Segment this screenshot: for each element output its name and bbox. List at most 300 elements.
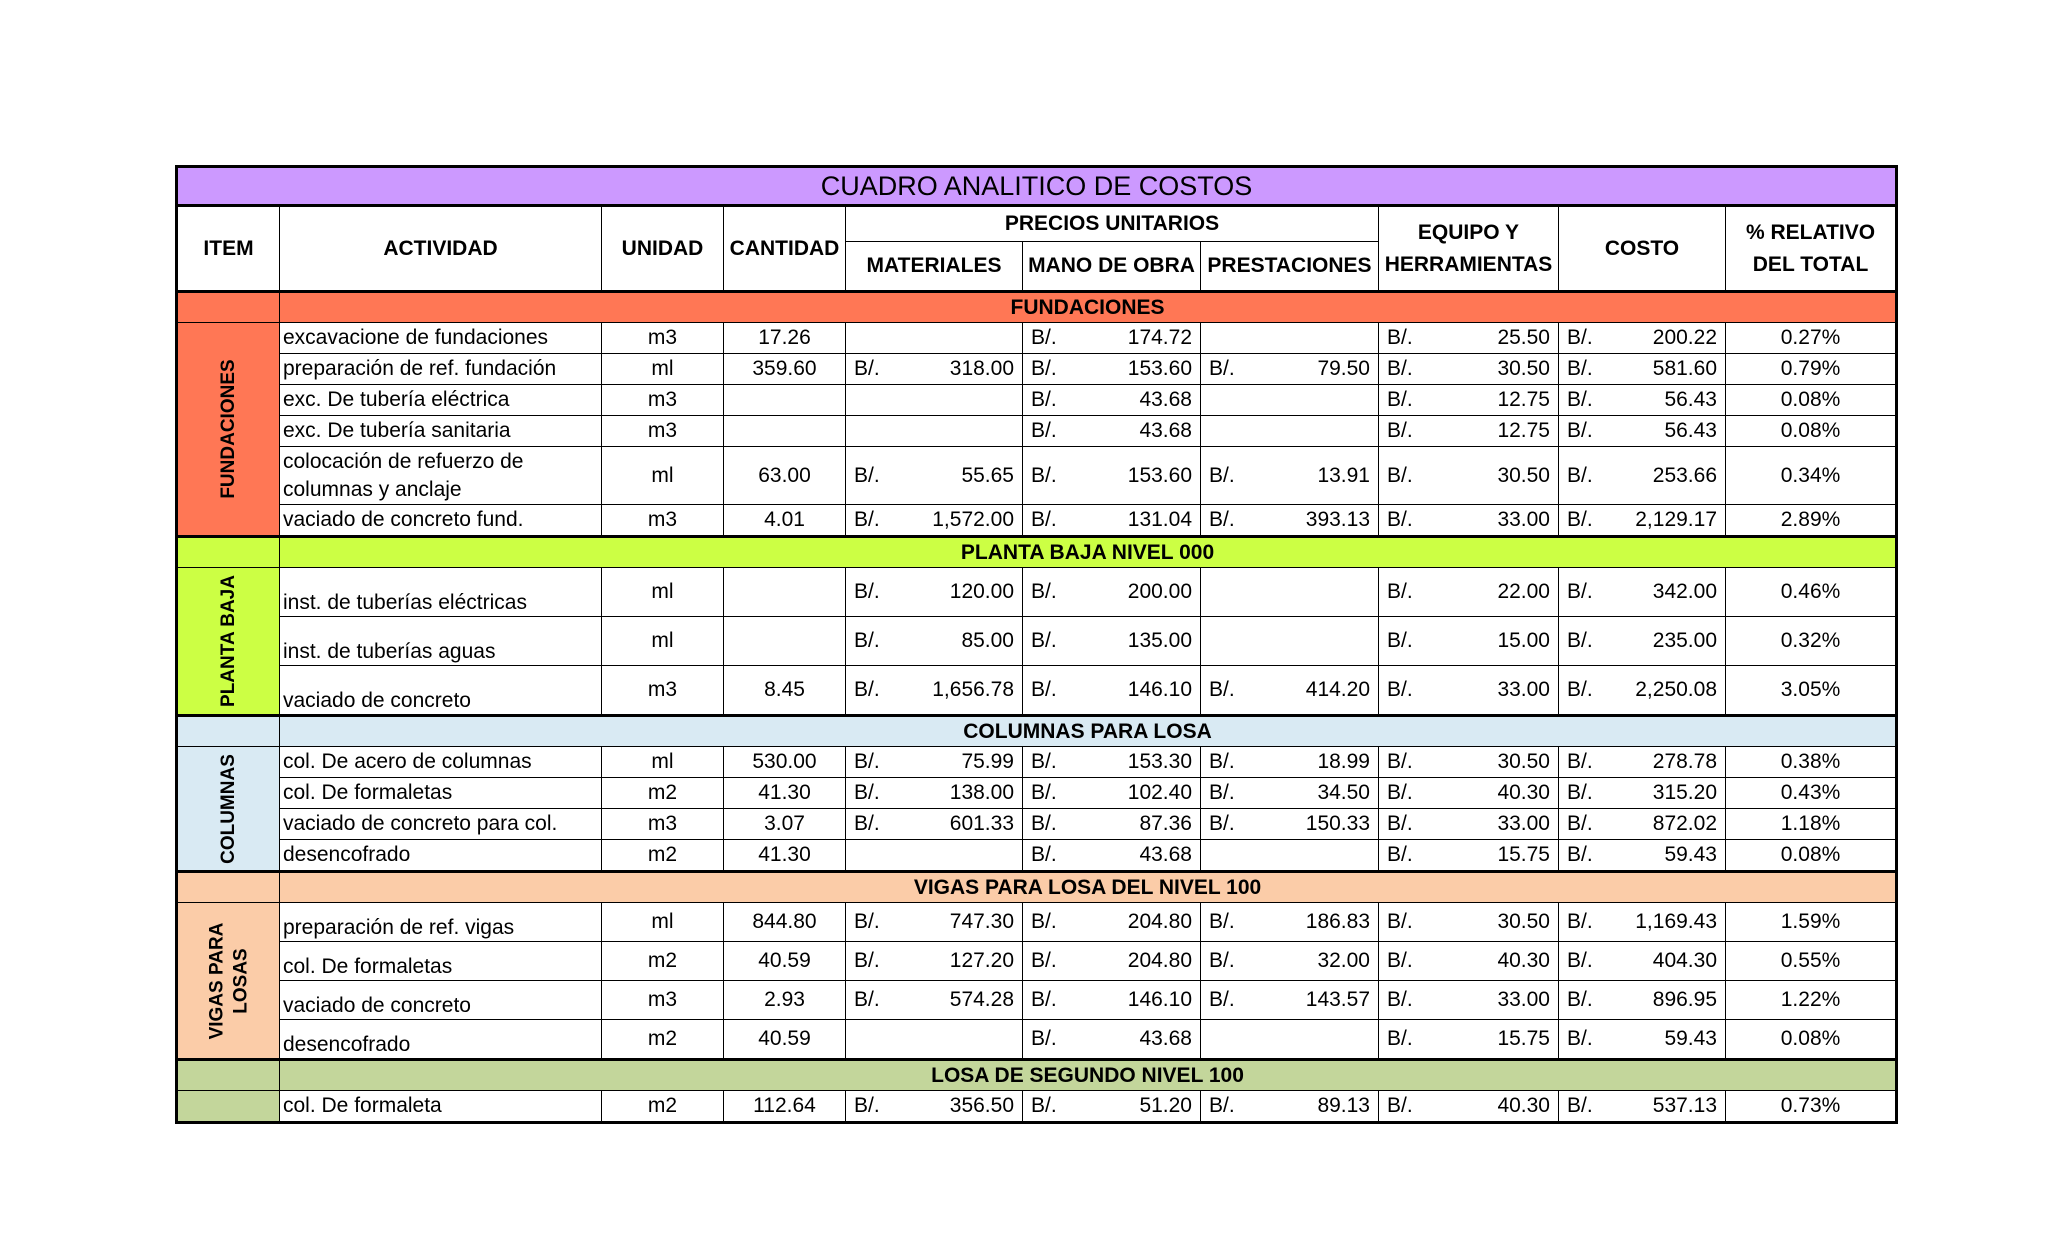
amount-value: 59.43 <box>1664 843 1717 866</box>
currency-symbol: B/. <box>1031 1027 1057 1050</box>
cell-actividad: col. De acero de columnas <box>280 747 602 778</box>
cell-cantidad <box>724 617 846 666</box>
amount-value: 30.50 <box>1497 463 1550 487</box>
table-body <box>177 292 1897 1123</box>
cell-actividad: vaciado de concreto <box>280 981 602 1020</box>
amount-value: 51.20 <box>1139 1094 1192 1117</box>
cell-actividad: desencofrado <box>280 1020 602 1060</box>
table-row <box>177 840 1897 872</box>
table-row <box>177 385 1897 416</box>
currency-symbol: B/. <box>1209 508 1235 531</box>
table-row <box>177 416 1897 447</box>
amount-value: 1,169.43 <box>1635 910 1717 933</box>
currency-symbol: B/. <box>1387 1027 1413 1050</box>
currency-symbol: B/. <box>1387 508 1413 531</box>
cell-unidad: ml <box>602 747 724 778</box>
cell-costo <box>1559 354 1726 385</box>
cell-actividad: excavacione de fundaciones <box>280 323 602 354</box>
cell-materiales <box>846 840 1023 872</box>
currency-symbol: B/. <box>1387 629 1413 652</box>
section-header-row <box>177 1060 1897 1091</box>
side-label-losa <box>177 1091 280 1123</box>
cell-actividad: col. De formaletas <box>280 942 602 981</box>
cell-costo <box>1559 747 1726 778</box>
cell-mano-obra <box>1023 385 1201 416</box>
amount-value: 1,572.00 <box>932 508 1014 531</box>
cell-actividad: inst. de tuberías eléctricas <box>280 568 602 617</box>
amount-value: 30.50 <box>1497 750 1550 773</box>
side-label-vigas <box>177 903 280 1060</box>
currency-symbol: B/. <box>1209 910 1235 933</box>
currency-symbol: B/. <box>1209 1094 1235 1117</box>
cell-mano-obra <box>1023 666 1201 716</box>
currency-symbol: B/. <box>854 678 880 701</box>
cell-unidad: m2 <box>602 1091 724 1123</box>
amount-value: 138.00 <box>949 781 1014 804</box>
table-row <box>177 354 1897 385</box>
header-equipo <box>1379 206 1559 292</box>
currency-symbol: B/. <box>1567 678 1593 701</box>
cell-equipo <box>1379 617 1559 666</box>
side-label-columnas <box>177 747 280 872</box>
cell-equipo <box>1379 447 1559 505</box>
cell-materiales <box>846 809 1023 840</box>
amount-value: 204.80 <box>1127 949 1192 972</box>
currency-symbol: B/. <box>1209 812 1235 835</box>
cell-mano-obra <box>1023 323 1201 354</box>
amount-value: 12.75 <box>1497 388 1550 411</box>
currency-symbol: B/. <box>854 812 880 835</box>
table-row <box>177 942 1897 981</box>
amount-value: 120.00 <box>949 580 1014 603</box>
cell-mano-obra <box>1023 416 1201 447</box>
amount-value: 143.57 <box>1305 988 1370 1011</box>
cell-prestaciones <box>1201 809 1379 840</box>
cell-unidad: ml <box>602 617 724 666</box>
amount-value: 2,250.08 <box>1635 678 1717 701</box>
amount-value: 414.20 <box>1305 678 1370 701</box>
header-precios-unitarios: PRECIOS UNITARIOS <box>846 206 1379 242</box>
cell-cantidad <box>724 385 846 416</box>
cell-mano-obra <box>1023 840 1201 872</box>
cell-costo <box>1559 323 1726 354</box>
cell-actividad: vaciado de concreto para col. <box>280 809 602 840</box>
currency-symbol: B/. <box>1387 910 1413 933</box>
table-title: CUADRO ANALITICO DE COSTOS <box>177 167 1897 206</box>
cell-materiales <box>846 505 1023 537</box>
cell-materiales <box>846 1020 1023 1060</box>
currency-symbol: B/. <box>854 508 880 531</box>
cell-costo <box>1559 778 1726 809</box>
cell-cantidad: 112.64 <box>724 1091 846 1123</box>
currency-symbol: B/. <box>854 949 880 972</box>
side-label-text: FUNDACIONES <box>217 359 239 499</box>
amount-value: 393.13 <box>1305 508 1370 531</box>
amount-value: 135.00 <box>1127 629 1192 652</box>
cell-actividad: preparación de ref. fundación <box>280 354 602 385</box>
amount-value: 153.30 <box>1127 750 1192 773</box>
side-label-fundaciones <box>177 323 280 537</box>
cell-relativo: 0.08% <box>1726 385 1897 416</box>
amount-value: 40.30 <box>1497 1094 1550 1117</box>
amount-value: 12.75 <box>1497 419 1550 442</box>
cell-unidad: m3 <box>602 385 724 416</box>
cell-mano-obra <box>1023 354 1201 385</box>
section-item-cell <box>177 716 280 747</box>
currency-symbol: B/. <box>1567 781 1593 804</box>
amount-value: 342.00 <box>1652 580 1717 603</box>
currency-symbol: B/. <box>1387 1094 1413 1117</box>
cell-cantidad <box>724 568 846 617</box>
cell-costo <box>1559 568 1726 617</box>
cell-prestaciones <box>1201 323 1379 354</box>
cell-equipo <box>1379 1020 1559 1060</box>
section-title: LOSA DE SEGUNDO NIVEL 100 <box>280 1060 1897 1091</box>
cell-mano-obra <box>1023 568 1201 617</box>
cell-cantidad: 41.30 <box>724 840 846 872</box>
cell-materiales <box>846 568 1023 617</box>
cell-equipo <box>1379 568 1559 617</box>
section-header-row <box>177 872 1897 903</box>
currency-symbol: B/. <box>1567 580 1593 603</box>
cell-materiales <box>846 747 1023 778</box>
currency-symbol: B/. <box>1567 1094 1593 1117</box>
cell-costo <box>1559 666 1726 716</box>
cell-prestaciones <box>1201 505 1379 537</box>
amount-value: 34.50 <box>1317 781 1370 804</box>
section-item-cell <box>177 292 280 323</box>
table-row <box>177 505 1897 537</box>
cell-materiales <box>846 981 1023 1020</box>
cell-mano-obra <box>1023 747 1201 778</box>
currency-symbol: B/. <box>1209 357 1235 380</box>
cell-prestaciones <box>1201 617 1379 666</box>
cell-materiales <box>846 903 1023 942</box>
cell-costo <box>1559 809 1726 840</box>
currency-symbol: B/. <box>854 781 880 804</box>
section-title: VIGAS PARA LOSA DEL NIVEL 100 <box>280 872 1897 903</box>
currency-symbol: B/. <box>1031 388 1057 411</box>
amount-value: 174.72 <box>1127 326 1192 349</box>
cell-mano-obra <box>1023 447 1201 505</box>
cell-prestaciones <box>1201 416 1379 447</box>
amount-value: 356.50 <box>949 1094 1014 1117</box>
cell-equipo <box>1379 981 1559 1020</box>
currency-symbol: B/. <box>1031 508 1057 531</box>
amount-value: 131.04 <box>1127 508 1192 531</box>
cell-prestaciones <box>1201 981 1379 1020</box>
cell-mano-obra <box>1023 981 1201 1020</box>
cell-costo <box>1559 447 1726 505</box>
currency-symbol: B/. <box>1031 1094 1057 1117</box>
cell-cantidad: 40.59 <box>724 1020 846 1060</box>
amount-value: 79.50 <box>1317 357 1370 380</box>
header-item: ITEM <box>177 206 280 292</box>
amount-value: 43.68 <box>1139 1027 1192 1050</box>
currency-symbol: B/. <box>854 1094 880 1117</box>
cell-cantidad: 17.26 <box>724 323 846 354</box>
cell-relativo: 3.05% <box>1726 666 1897 716</box>
cell-prestaciones <box>1201 666 1379 716</box>
currency-symbol: B/. <box>854 988 880 1011</box>
cell-materiales <box>846 354 1023 385</box>
currency-symbol: B/. <box>1209 949 1235 972</box>
cell-costo <box>1559 385 1726 416</box>
amount-value: 896.95 <box>1652 988 1717 1011</box>
cell-relativo: 0.43% <box>1726 778 1897 809</box>
cell-relativo: 0.46% <box>1726 568 1897 617</box>
cell-relativo: 1.18% <box>1726 809 1897 840</box>
cell-prestaciones <box>1201 747 1379 778</box>
currency-symbol: B/. <box>1567 357 1593 380</box>
cell-materiales <box>846 385 1023 416</box>
cell-unidad: m3 <box>602 505 724 537</box>
currency-symbol: B/. <box>1031 843 1057 866</box>
cell-actividad: preparación de ref. vigas <box>280 903 602 942</box>
currency-symbol: B/. <box>1209 463 1235 487</box>
cell-cantidad: 3.07 <box>724 809 846 840</box>
currency-symbol: B/. <box>1567 910 1593 933</box>
amount-value: 22.00 <box>1497 580 1550 603</box>
amount-value: 404.30 <box>1652 949 1717 972</box>
cell-cantidad: 8.45 <box>724 666 846 716</box>
table-row <box>177 903 1897 942</box>
cell-prestaciones <box>1201 1020 1379 1060</box>
currency-symbol: B/. <box>1031 678 1057 701</box>
cell-actividad: col. De formaletas <box>280 778 602 809</box>
header-mano-de-obra: MANO DE OBRA <box>1023 242 1201 292</box>
section-header-row <box>177 537 1897 568</box>
table-row <box>177 568 1897 617</box>
currency-symbol: B/. <box>854 580 880 603</box>
amount-value: 601.33 <box>949 812 1014 835</box>
amount-value: 25.50 <box>1497 326 1550 349</box>
currency-symbol: B/. <box>1387 388 1413 411</box>
amount-value: 153.60 <box>1127 463 1192 487</box>
amount-value: 85.00 <box>961 629 1014 652</box>
currency-symbol: B/. <box>1209 750 1235 773</box>
currency-symbol: B/. <box>1031 910 1057 933</box>
header-unidad: UNIDAD <box>602 206 724 292</box>
section-header-row <box>177 292 1897 323</box>
currency-symbol: B/. <box>1567 1027 1593 1050</box>
currency-symbol: B/. <box>1031 463 1057 487</box>
amount-value: 127.20 <box>949 949 1014 972</box>
amount-value: 40.30 <box>1497 781 1550 804</box>
amount-value: 89.13 <box>1317 1094 1370 1117</box>
amount-value: 150.33 <box>1305 812 1370 835</box>
currency-symbol: B/. <box>1387 781 1413 804</box>
currency-symbol: B/. <box>1209 678 1235 701</box>
cell-relativo: 0.55% <box>1726 942 1897 981</box>
header-prestaciones: PRESTACIONES <box>1201 242 1379 292</box>
currency-symbol: B/. <box>1387 678 1413 701</box>
cell-costo <box>1559 416 1726 447</box>
amount-value: 13.91 <box>1317 463 1370 487</box>
currency-symbol: B/. <box>1387 843 1413 866</box>
cell-cantidad <box>724 416 846 447</box>
header-actividad: ACTIVIDAD <box>280 206 602 292</box>
section-title: FUNDACIONES <box>280 292 1897 323</box>
section-item-cell <box>177 537 280 568</box>
cell-equipo <box>1379 903 1559 942</box>
currency-symbol: B/. <box>1031 781 1057 804</box>
amount-value: 146.10 <box>1127 988 1192 1011</box>
amount-value: 43.68 <box>1139 843 1192 866</box>
cell-equipo <box>1379 809 1559 840</box>
currency-symbol: B/. <box>1031 949 1057 972</box>
cell-equipo <box>1379 505 1559 537</box>
cell-actividad: exc. De tubería eléctrica <box>280 385 602 416</box>
cell-relativo: 0.08% <box>1726 416 1897 447</box>
currency-symbol: B/. <box>1387 580 1413 603</box>
amount-value: 33.00 <box>1497 678 1550 701</box>
cell-cantidad: 41.30 <box>724 778 846 809</box>
section-title: PLANTA BAJA NIVEL 000 <box>280 537 1897 568</box>
amount-value: 574.28 <box>949 988 1014 1011</box>
cell-materiales <box>846 617 1023 666</box>
amount-value: 253.66 <box>1652 463 1717 487</box>
cell-cantidad: 359.60 <box>724 354 846 385</box>
cell-prestaciones <box>1201 568 1379 617</box>
cell-equipo <box>1379 747 1559 778</box>
amount-value: 102.40 <box>1127 781 1192 804</box>
currency-symbol: B/. <box>1387 988 1413 1011</box>
cell-mano-obra <box>1023 942 1201 981</box>
amount-value: 872.02 <box>1652 812 1717 835</box>
cell-prestaciones <box>1201 942 1379 981</box>
section-item-cell <box>177 1060 280 1091</box>
side-label-line2: LOSAS <box>229 947 251 1014</box>
cell-relativo: 0.73% <box>1726 1091 1897 1123</box>
cell-equipo <box>1379 778 1559 809</box>
cell-unidad: m2 <box>602 1020 724 1060</box>
cell-cantidad: 2.93 <box>724 981 846 1020</box>
amount-value: 56.43 <box>1664 388 1717 411</box>
currency-symbol: B/. <box>1387 812 1413 835</box>
cell-relativo: 1.22% <box>1726 981 1897 1020</box>
currency-symbol: B/. <box>1031 812 1057 835</box>
amount-value: 278.78 <box>1652 750 1717 773</box>
currency-symbol: B/. <box>1567 508 1593 531</box>
currency-symbol: B/. <box>1031 419 1057 442</box>
cell-prestaciones <box>1201 385 1379 416</box>
cell-prestaciones <box>1201 354 1379 385</box>
cell-equipo <box>1379 416 1559 447</box>
cell-actividad: inst. de tuberías aguas <box>280 617 602 666</box>
header-relativo-line1: % RELATIVO <box>1745 221 1876 244</box>
cell-materiales <box>846 666 1023 716</box>
cell-costo <box>1559 1091 1726 1123</box>
cell-unidad: ml <box>602 354 724 385</box>
amount-value: 146.10 <box>1127 678 1192 701</box>
amount-value: 43.68 <box>1139 419 1192 442</box>
amount-value: 40.30 <box>1497 949 1550 972</box>
amount-value: 33.00 <box>1497 508 1550 531</box>
cell-relativo: 0.27% <box>1726 323 1897 354</box>
side-label-text: PLANTA BAJA <box>217 575 239 707</box>
side-label-planta-baja <box>177 568 280 716</box>
table-row <box>177 666 1897 716</box>
currency-symbol: B/. <box>1209 781 1235 804</box>
amount-value: 2,129.17 <box>1635 508 1717 531</box>
amount-value: 33.00 <box>1497 988 1550 1011</box>
cell-equipo <box>1379 1091 1559 1123</box>
currency-symbol: B/. <box>1567 463 1593 487</box>
currency-symbol: B/. <box>854 910 880 933</box>
header-cantidad: CANTIDAD <box>724 206 846 292</box>
cell-actividad: vaciado de concreto fund. <box>280 505 602 537</box>
currency-symbol: B/. <box>1567 949 1593 972</box>
cell-equipo <box>1379 385 1559 416</box>
cell-relativo: 1.59% <box>1726 903 1897 942</box>
cell-relativo: 0.34% <box>1726 447 1897 505</box>
cost-analysis-table <box>175 165 1898 1124</box>
cell-relativo: 0.38% <box>1726 747 1897 778</box>
amount-value: 75.99 <box>961 750 1014 773</box>
currency-symbol: B/. <box>1387 463 1413 487</box>
cell-unidad: m2 <box>602 942 724 981</box>
currency-symbol: B/. <box>1567 812 1593 835</box>
cell-mano-obra <box>1023 1020 1201 1060</box>
cell-unidad: m3 <box>602 666 724 716</box>
currency-symbol: B/. <box>1567 988 1593 1011</box>
cell-actividad: exc. De tubería sanitaria <box>280 416 602 447</box>
cell-unidad: m2 <box>602 840 724 872</box>
amount-value: 235.00 <box>1652 629 1717 652</box>
cell-materiales <box>846 778 1023 809</box>
cell-relativo: 0.08% <box>1726 840 1897 872</box>
cell-mano-obra <box>1023 617 1201 666</box>
cell-cantidad: 63.00 <box>724 447 846 505</box>
cell-actividad: colocación de refuerzo de columnas y anclaje <box>280 447 602 505</box>
amount-value: 30.50 <box>1497 910 1550 933</box>
header-relativo <box>1726 206 1897 292</box>
cell-cantidad: 40.59 <box>724 942 846 981</box>
cell-unidad: ml <box>602 447 724 505</box>
amount-value: 30.50 <box>1497 357 1550 380</box>
cell-equipo <box>1379 666 1559 716</box>
cell-equipo <box>1379 354 1559 385</box>
currency-symbol: B/. <box>1567 388 1593 411</box>
currency-symbol: B/. <box>854 357 880 380</box>
cell-costo <box>1559 942 1726 981</box>
currency-symbol: B/. <box>1567 419 1593 442</box>
amount-value: 318.00 <box>949 357 1014 380</box>
cell-actividad: desencofrado <box>280 840 602 872</box>
cell-unidad: m3 <box>602 981 724 1020</box>
cell-prestaciones <box>1201 903 1379 942</box>
currency-symbol: B/. <box>854 629 880 652</box>
currency-symbol: B/. <box>1031 629 1057 652</box>
cell-mano-obra <box>1023 1091 1201 1123</box>
cell-relativo: 2.89% <box>1726 505 1897 537</box>
table-row <box>177 617 1897 666</box>
amount-value: 59.43 <box>1664 1027 1717 1050</box>
amount-value: 153.60 <box>1127 357 1192 380</box>
cell-mano-obra <box>1023 903 1201 942</box>
cell-costo <box>1559 1020 1726 1060</box>
cell-equipo <box>1379 942 1559 981</box>
cell-prestaciones <box>1201 1091 1379 1123</box>
cell-unidad: ml <box>602 903 724 942</box>
amount-value: 32.00 <box>1317 949 1370 972</box>
cell-mano-obra <box>1023 505 1201 537</box>
table-row <box>177 778 1897 809</box>
amount-value: 204.80 <box>1127 910 1192 933</box>
amount-value: 56.43 <box>1664 419 1717 442</box>
currency-symbol: B/. <box>1387 949 1413 972</box>
